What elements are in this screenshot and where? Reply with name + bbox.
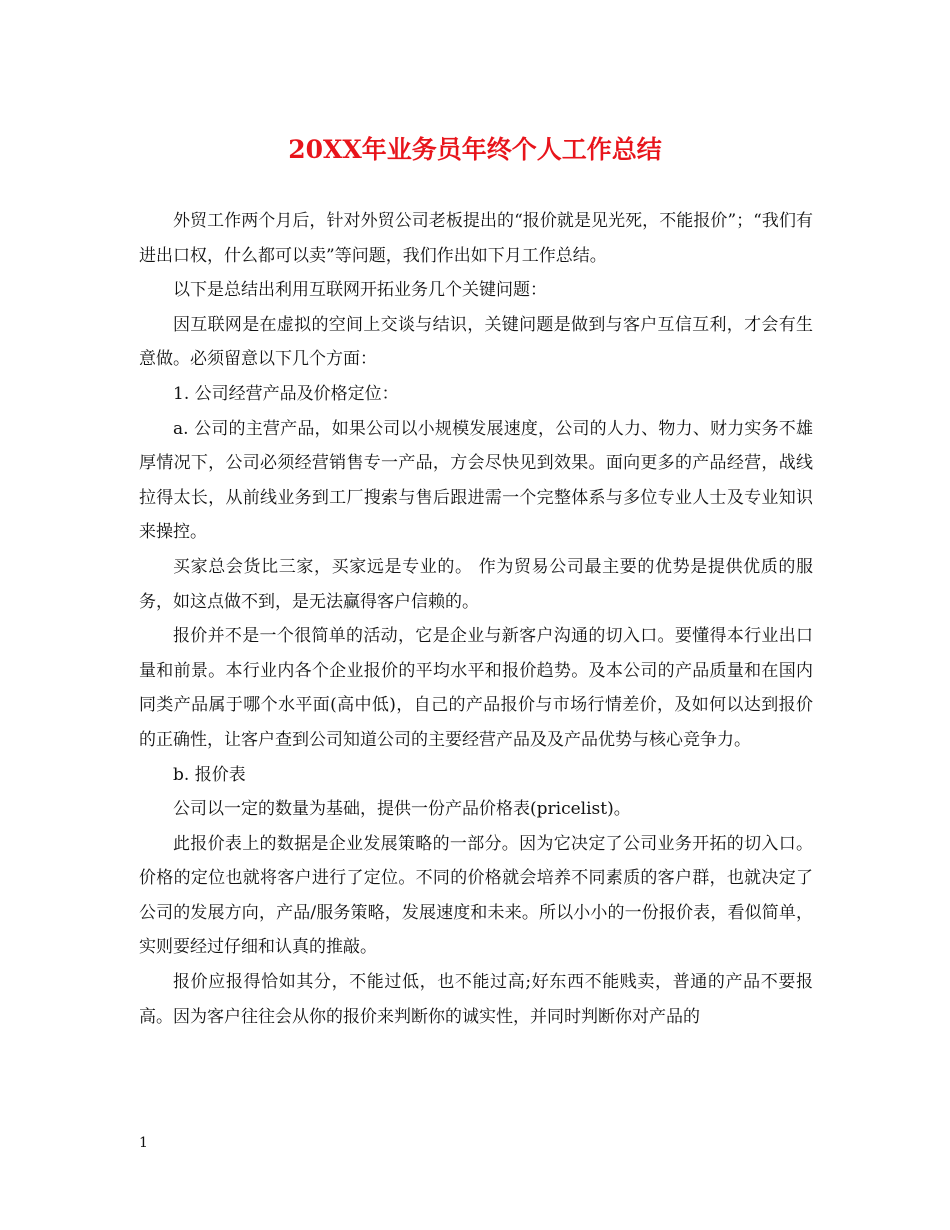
paragraph: 此报价表上的数据是企业发展策略的一部分。因为它决定了公司业务开拓的切入口。价格的定位也就将客户进行了定位。不同的价格就会培养不同素质的客户群，也就决定了公司的发展方向，产品/服务策略，发展速度和未来。所以小小的一份报价表，看似简单，实则要经过仔细和认真的推敲。 [139,833,813,958]
paragraph: 以下是总结出利用互联网开拓业务几个关键问题： [173,280,547,301]
paragraph: 因互联网是在虚拟的空间上交谈与结识，关键问题是做到与客户互信互利，才会有生意做。必须留意以下几个方面： [139,314,813,370]
document-body [139,204,813,1034]
page-number: 1 [139,1135,148,1151]
document-title: 20XX年业务员年终个人工作总结 [288,135,662,164]
paragraph: 外贸工作两个月后，针对外贸公司老板提出的“报价就是见光死，不能报价”；“我们有进出口权，什么都可以卖”等问题，我们作出如下月工作总结。 [139,211,813,266]
paragraph: a. 公司的主营产品，如果公司以小规模发展速度，公司的人力、物力、财力实务不雄厚情况下，公司必须经营销售专一产品，方会尽快见到效果。面向更多的产品经营，战线拉得太长，从前线业务到工厂搜索与售后跟进需一个完整体系与多位专业人士及专业知识来操控。 [139,418,813,543]
paragraph: 报价应报得恰如其分，不能过低，也不能过高;好东西不能贱卖，普通的产品不要报高。因为客户往往会从你的报价来判断你的诚实性，并同时判断你对产品的 [139,972,813,1027]
section-heading: 1. 公司经营产品及价格定位： [173,383,399,404]
section-heading: b. 报价表 [173,764,246,785]
paragraph: 公司以一定的数量为基础，提供一份产品价格表(pricelist)。 [173,799,631,820]
paragraph: 买家总会货比三家，买家远是专业的。 作为贸易公司最主要的优势是提供优质的服务，如这点做不到，是无法赢得客户信赖的。 [139,556,813,612]
paragraph: 报价并不是一个很简单的活动，它是企业与新客户沟通的切入口。要懂得本行业出口量和前景。本行业内各个企业报价的平均水平和报价趋势。及本公司的产品质量和在国内同类产品属于哪个水平面(高中低)，自己的产品报价与市场行情差价，及如何以达到报价的正确性，让客户查到公司知道公司的主要经营产品及及产品优势与核心竞争力。 [139,626,813,750]
